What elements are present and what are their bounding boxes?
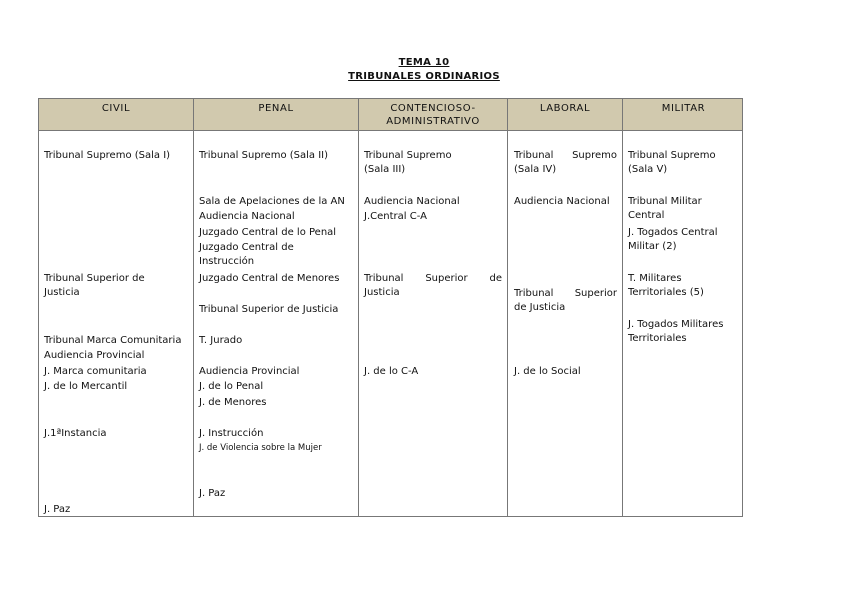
- ca-tribunal-superior: [364, 272, 502, 300]
- penal-audiencia-nacional: Audiencia Nacional: [199, 211, 295, 222]
- laboral-tribunal-superior: [514, 287, 617, 315]
- cell-line: [514, 287, 617, 301]
- header-civil: CIVIL: [101, 103, 131, 114]
- penal-central-menores: Juzgado Central de Menores: [199, 273, 340, 284]
- document-subtitle: TRIBUNALES ORDINARIOS: [348, 71, 500, 82]
- cell-word: Superior: [425, 273, 468, 284]
- cell-line: (Sala IV): [514, 164, 557, 175]
- cell-line: (Sala V): [628, 164, 668, 175]
- cell-line: de Justicia: [514, 302, 566, 313]
- cell-word: Supremo: [572, 150, 617, 161]
- militar-togados-central: [628, 226, 718, 254]
- penal-j-menores: J. de Menores: [199, 397, 267, 408]
- header-contencioso-line-2: ADMINISTRATIVO: [386, 116, 480, 127]
- column-divider: [193, 99, 194, 516]
- cell-word: Tribunal: [514, 288, 554, 299]
- cell-line: [514, 149, 617, 163]
- ca-tribunal-supremo: [364, 149, 452, 177]
- civil-j-marca: J. Marca comunitaria: [44, 366, 147, 377]
- cell-line: Juzgado Central de: [199, 242, 294, 253]
- cell-line: J. Togados Militares: [628, 319, 724, 330]
- militar-togados-territoriales: [628, 318, 723, 346]
- header-contencioso-line-1: CONTENCIOSO-: [390, 103, 476, 114]
- laboral-audiencia-nacional: Audiencia Nacional: [514, 196, 610, 207]
- penal-j-instruccion: J. Instrucción: [199, 428, 264, 439]
- militar-tribunal-central: [628, 195, 702, 223]
- militar-tribunal-supremo: [628, 149, 716, 177]
- cell-word: Tribunal: [364, 273, 404, 284]
- cell-line: Tribunal Militar: [628, 196, 702, 207]
- cell-line: Tribunal Supremo: [628, 150, 716, 161]
- penal-tribunal-supremo: Tribunal Supremo (Sala II): [199, 150, 329, 161]
- cell-line: Territoriales: [628, 333, 687, 344]
- cell-line: Justicia: [364, 287, 400, 298]
- civil-audiencia-provincial: Audiencia Provincial: [44, 350, 145, 361]
- civil-tribunal-marca: Tribunal Marca Comunitaria: [44, 335, 182, 346]
- cell-line: Tribunal Supremo: [364, 150, 452, 161]
- laboral-j-social: J. de lo Social: [514, 366, 581, 377]
- courts-table: [38, 98, 743, 517]
- column-divider: [358, 99, 359, 516]
- ca-audiencia-nacional: Audiencia Nacional: [364, 196, 460, 207]
- header-contencioso: [359, 102, 507, 128]
- penal-audiencia-provincial: Audiencia Provincial: [199, 366, 300, 377]
- cell-line: T. Militares: [628, 273, 682, 284]
- civil-tribunal-superior: [44, 272, 145, 300]
- civil-tribunal-supremo: Tribunal Supremo (Sala I): [44, 150, 171, 161]
- penal-jurado: T. Jurado: [199, 335, 243, 346]
- column-divider: [507, 99, 508, 516]
- cell-line: Instrucción: [199, 256, 255, 267]
- cell-word: de: [489, 273, 502, 284]
- laboral-tribunal-supremo: [514, 149, 617, 177]
- cell-line: (Sala III): [364, 164, 406, 175]
- penal-sala-apelaciones: Sala de Apelaciones de la AN: [199, 196, 345, 207]
- header-laboral: LABORAL: [539, 103, 591, 114]
- militar-territoriales: [628, 272, 704, 300]
- cell-line: [364, 272, 502, 286]
- header-penal: PENAL: [258, 103, 294, 114]
- cell-line: J. Togados Central: [628, 227, 718, 238]
- cell-line: Militar (2): [628, 241, 677, 252]
- ca-j-contencioso: J. de lo C-A: [364, 366, 419, 377]
- penal-j-paz: J. Paz: [199, 488, 226, 499]
- penal-j-violencia: J. de Violencia sobre la Mujer: [199, 443, 322, 453]
- penal-central-instruccion: [199, 241, 294, 269]
- header-militar: MILITAR: [661, 103, 706, 114]
- penal-tribunal-superior: Tribunal Superior de Justicia: [199, 304, 339, 315]
- cell-line: Central: [628, 210, 665, 221]
- column-divider: [622, 99, 623, 516]
- cell-line: Territoriales (5): [628, 287, 704, 298]
- cell-line: Justicia: [44, 287, 80, 298]
- civil-j-mercantil: J. de lo Mercantil: [44, 381, 128, 392]
- penal-j-penal: J. de lo Penal: [199, 381, 264, 392]
- penal-central-penal: Juzgado Central de lo Penal: [199, 227, 337, 238]
- civil-j-primera-instancia: J.1ªInstancia: [44, 428, 107, 439]
- cell-word: Tribunal: [514, 150, 554, 161]
- cell-line: Tribunal Superior de: [44, 273, 145, 284]
- cell-word: Superior: [574, 288, 617, 299]
- ca-central: J.Central C-A: [364, 211, 427, 222]
- document-title: TEMA 10: [398, 57, 450, 68]
- civil-j-paz: J. Paz: [44, 504, 71, 515]
